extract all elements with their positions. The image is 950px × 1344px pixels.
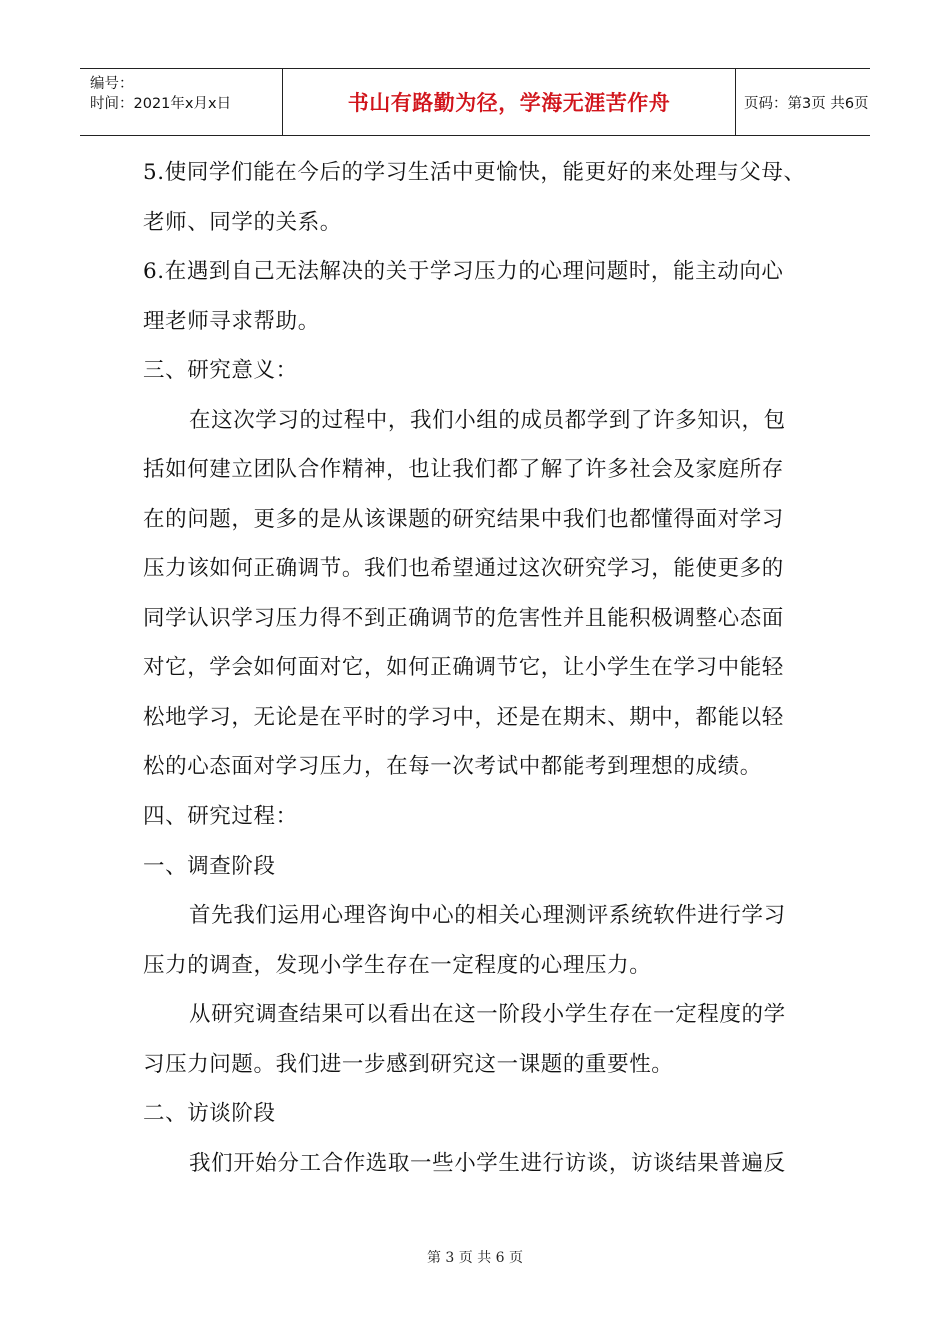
header-meta-cell [80,69,283,135]
document-number-label: 编号： [90,76,134,92]
header-motto-cell [283,69,736,135]
body-line: 5.使同学们能在今后的学习生活中更愉快，能更好的来处理与父母、 [143,160,806,185]
subsection-heading: 一、调查阶段 [143,854,276,879]
body-line: 压力该如何正确调节。我们也希望通过这次研究学习，能使更多的 [143,556,784,581]
header-page-cell [736,69,870,135]
section-heading: 四、研究过程： [143,804,298,829]
header-page-info: 页码：第3页 共6页 [744,95,869,112]
page-footer [0,1247,950,1267]
page-header [80,68,870,136]
body-line: 理老师寻求帮助。 [143,309,320,334]
body-line: 习压力问题。我们进一步感到研究这一课题的重要性。 [143,1052,674,1077]
subsection-heading: 二、访谈阶段 [143,1101,276,1126]
header-motto: 书山有路勤为径，学海无涯苦作舟 [347,91,671,115]
footer-page-number: 第 3 页 共 6 页 [426,1250,524,1266]
body-line: 松地学习，无论是在平时的学习中，还是在期末、期中，都能以轻 [143,705,784,730]
body-line: 在这次学习的过程中，我们小组的成员都学到了许多知识，包 [189,408,786,433]
document-date-label: 时间：2021年x月x日 [90,96,232,112]
body-line: 6.在遇到自己无法解决的关于学习压力的心理问题时，能主动向心 [143,259,784,284]
body-line: 对它，学会如何面对它，如何正确调节它，让小学生在学习中能轻 [143,655,784,680]
body-line: 松的心态面对学习压力，在每一次考试中都能考到理想的成绩。 [143,754,762,779]
body-line: 压力的调查，发现小学生存在一定程度的心理压力。 [143,953,652,978]
body-line: 括如何建立团队合作精神，也让我们都了解了许多社会及家庭所存 [143,457,784,482]
section-heading: 三、研究意义： [143,358,298,383]
body-line: 从研究调查结果可以看出在这一阶段小学生存在一定程度的学 [189,1002,786,1027]
body-line: 同学认识学习压力得不到正确调节的危害性并且能积极调整心态面 [143,606,784,631]
body-line: 我们开始分工合作选取一些小学生进行访谈，访谈结果普遍反 [189,1151,786,1176]
body-line: 在的问题，更多的是从该课题的研究结果中我们也都懂得面对学习 [143,507,784,532]
body-line: 老师、同学的关系。 [143,210,342,235]
body-line: 首先我们运用心理咨询中心的相关心理测评系统软件进行学习 [189,903,786,928]
